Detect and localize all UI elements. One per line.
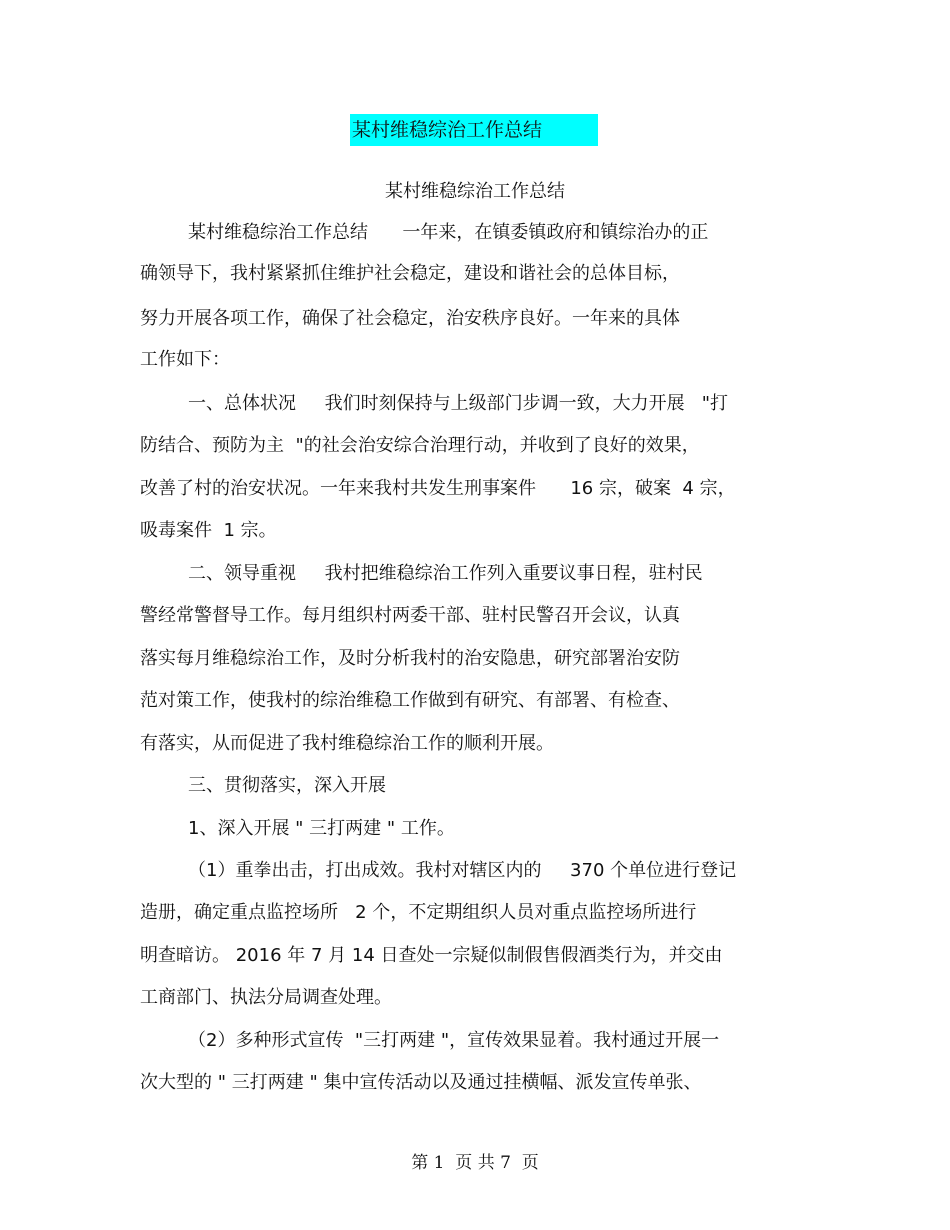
body-line: 确领导下，我村紧紧抓住维护社会稳定，建设和谐社会的总体目标， [140,263,680,284]
body-line: 范对策工作，使我村的综治维稳工作做到有研究、有部署、有检查、 [140,690,680,711]
body-line: 警经常警督导工作。每月组织村两委干部、驻村民警召开会议，认真 [140,605,680,626]
body-line: 努力开展各项工作，确保了社会稳定，治安秩序良好。一年来的具体 [140,308,680,329]
body-line: 防结合、预防为主 "的社会治安综合治理行动，并收到了良好的效果， [140,435,700,456]
body-line: 二、领导重视 我村把维稳综治工作列入重要议事日程，驻村民 [188,563,703,584]
body-line: 落实每月维稳综治工作，及时分析我村的治安隐患，研究部署治安防 [140,648,680,669]
body-line: 明查暗访。 2016 年 7 月 14 日查处一宗疑似制假售假酒类行为，并交由 [140,945,723,966]
body-line: 一、总体状况 我们时刻保持与上级部门步调一致，大力开展 "打 [188,393,729,414]
subsection-heading: 1、深入开展 " 三打两建 " 工作。 [188,818,455,839]
body-line: 改善了村的治安状况。一年来我村共发生刑事案件 16 宗，破案 4 宗， [140,478,736,499]
body-line: 吸毒案件 1 宗。 [140,520,277,541]
body-line: 某村维稳综治工作总结 一年来，在镇委镇政府和镇综治办的正 [188,222,709,243]
body-line: 次大型的 " 三打两建 " 集中宣传活动以及通过挂横幅、派发宣传单张、 [140,1072,702,1093]
section-heading: 三、贯彻落实，深入开展 [188,775,386,796]
page-number-footer: 第 1 页 共 7 页 [411,1153,539,1173]
body-line: （2）多种形式宣传 "三打两建 "，宣传效果显着。我村通过开展一 [188,1030,720,1051]
body-line: 造册，确定重点监控场所 2 个，不定期组织人员对重点监控场所进行 [140,902,697,923]
document-subtitle: 某村维稳综治工作总结 [385,181,565,202]
body-line: 工作如下： [140,349,230,370]
document-title: 某村维稳综治工作总结 [350,114,598,146]
body-line: （1）重拳出击，打出成效。我村对辖区内的 370 个单位进行登记 [188,860,737,881]
body-line: 工商部门、执法分局调查处理。 [140,987,392,1008]
body-line: 有落实，从而促进了我村维稳综治工作的顺利开展。 [140,733,554,754]
